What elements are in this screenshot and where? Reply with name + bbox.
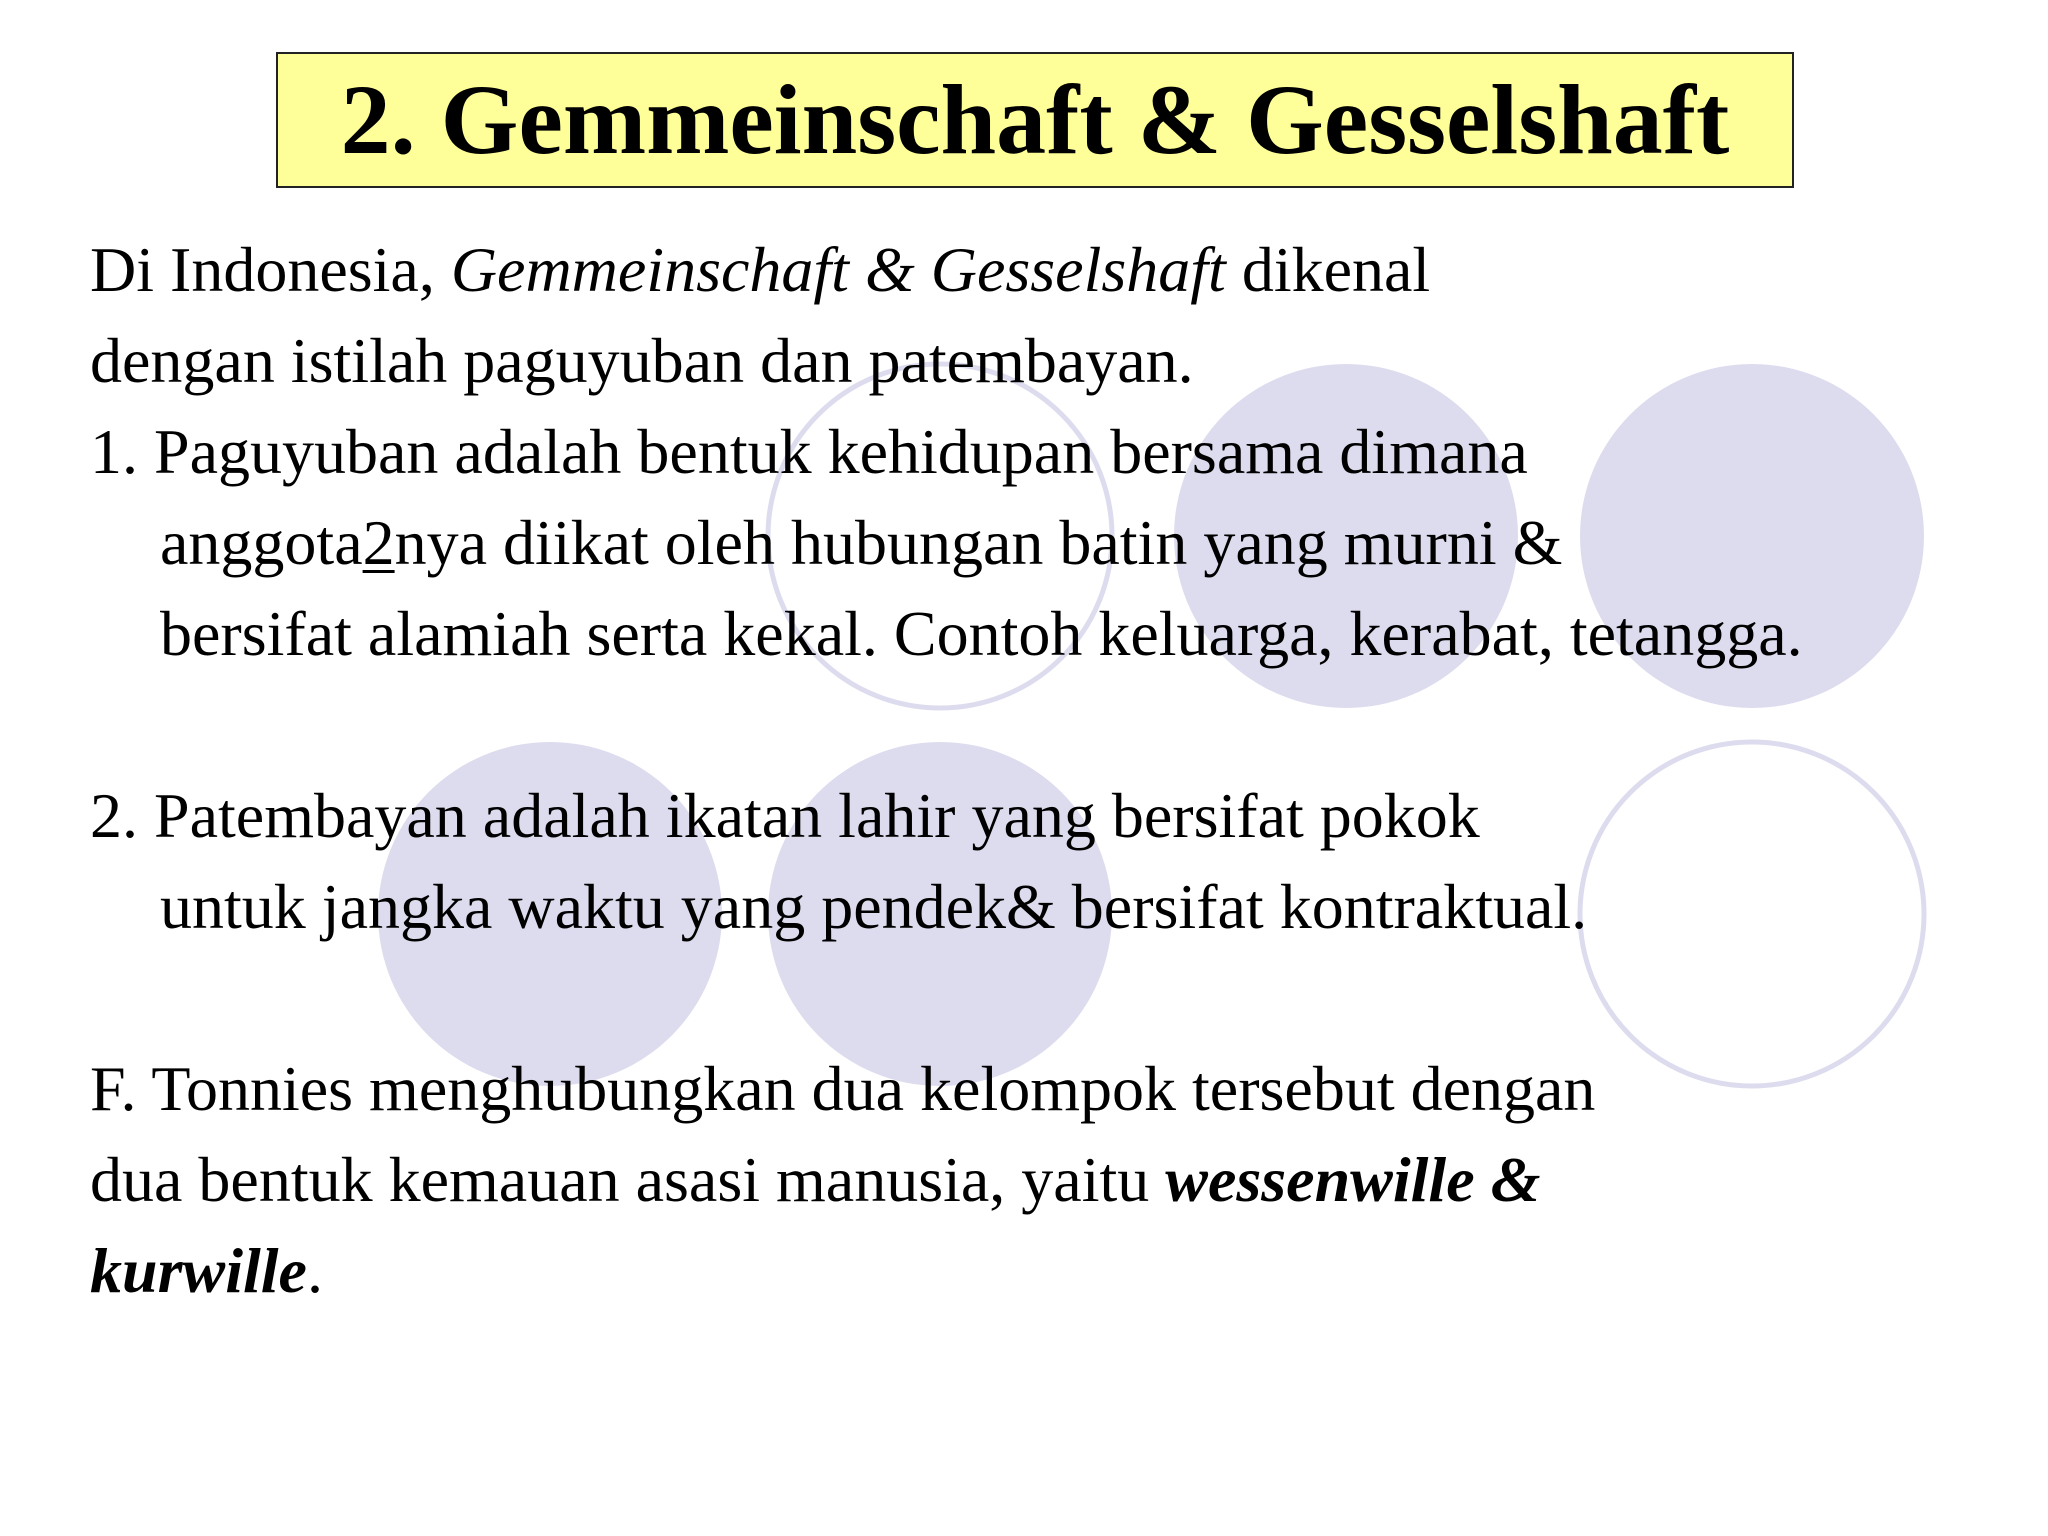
item1-line2-suffix: nya diikat oleh hubungan batin yang murni & [394, 507, 1563, 578]
item1-line-1: 1. Paguyuban adalah bentuk kehidupan bersama dimana [90, 416, 1528, 487]
conclusion-line-1: F. Tonnies menghubungkan dua kelompok tersebut dengan [90, 1053, 1596, 1124]
item1-line2-prefix: anggota [160, 507, 363, 578]
item1-line-3: bersifat alamiah serta kekal. Contoh keluarga, kerabat, tetangga. [160, 598, 1803, 669]
slide-body [90, 224, 1990, 1316]
item2-line-2: untuk jangka waktu yang pendek& bersifat kontraktual. [160, 871, 1588, 942]
conclusion-period: . [306, 1235, 323, 1306]
spacer [90, 952, 1990, 1043]
intro-line-2: dengan istilah paguyuban dan patembayan. [90, 325, 1194, 396]
item1-underlined-number: 2 [362, 507, 395, 578]
intro-italic-terms: Gemmeinschaft & Gesselshaft [450, 234, 1226, 305]
term-kurwille: kurwille [90, 1235, 307, 1306]
intro-prefix: Di Indonesia, [90, 234, 451, 305]
item1-line-2 [90, 497, 1990, 588]
term-wessenwille: wessenwille & [1165, 1144, 1541, 1215]
conclusion-line2-prefix: dua bentuk kemauan asasi manusia, yaitu [90, 1144, 1166, 1215]
item2-line-1: 2. Patembayan adalah ikatan lahir yang bersifat pokok [90, 780, 1480, 851]
spacer [90, 679, 1990, 770]
slide-title: 2. Gemmeinschaft & Gesselshaft [340, 64, 1730, 175]
title-box [276, 52, 1794, 188]
conclusion-line-3 [90, 1225, 1990, 1316]
conclusion-line-2 [90, 1134, 1990, 1225]
intro-suffix: dikenal [1225, 234, 1431, 305]
intro-line-1 [90, 224, 1990, 315]
